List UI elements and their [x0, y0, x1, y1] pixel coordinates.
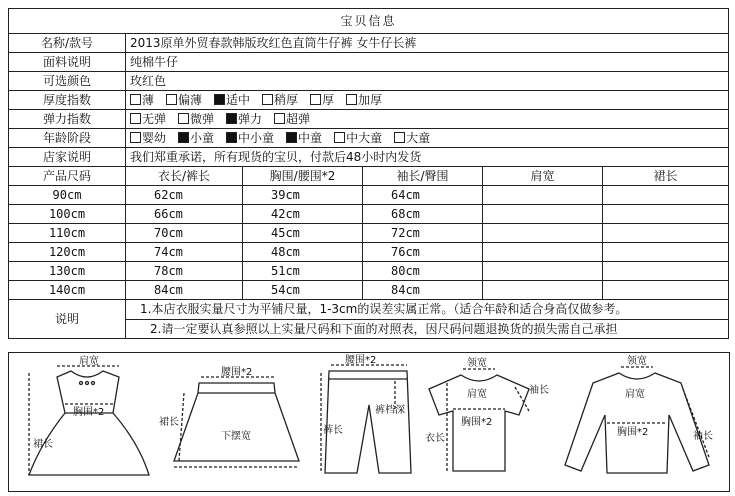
size-cell	[603, 243, 729, 262]
size-header: 产品尺码	[9, 167, 126, 186]
size-cell: 45cm	[243, 224, 363, 243]
size-cell: 84cm	[363, 281, 483, 300]
label-color: 可选颜色	[9, 72, 126, 91]
measurement-diagram	[8, 352, 730, 492]
elasticity-option-label: 弹力	[238, 112, 263, 126]
thickness-option-label: 稍厚	[274, 93, 299, 107]
skirt-waist-label: 腰围*2	[221, 367, 253, 378]
notes-row-1	[9, 300, 729, 320]
unchecked-box-icon	[394, 132, 405, 143]
unchecked-box-icon	[274, 113, 285, 124]
size-cell: 74cm	[126, 243, 243, 262]
garment-sketches	[9, 353, 729, 491]
age-option-label: 婴幼	[142, 131, 167, 145]
row-name	[9, 34, 729, 53]
size-header-row	[9, 167, 729, 186]
size-cell: 62cm	[126, 186, 243, 205]
unchecked-box-icon	[130, 113, 141, 124]
age-option-label: 小童	[190, 131, 215, 145]
size-cell	[603, 281, 729, 300]
pants-length-label: 裤长	[323, 425, 343, 436]
size-row	[9, 224, 729, 243]
size-cell: 90cm	[9, 186, 126, 205]
tshirt-chest-label: 胸围*2	[461, 417, 493, 428]
size-cell: 78cm	[126, 262, 243, 281]
label-shop: 店家说明	[9, 148, 126, 167]
age-option	[178, 131, 214, 145]
tshirt-shoulder-label: 肩宽	[467, 389, 487, 400]
thickness-option-label: 厚	[322, 93, 335, 107]
longsleeve-chest-label: 胸围*2	[617, 427, 649, 438]
product-info-sheet	[8, 8, 728, 339]
size-row	[9, 205, 729, 224]
value-name: 2013原单外贸春款韩版玫红色直筒牛仔裤 女牛仔长裤	[126, 34, 729, 53]
size-cell: 100cm	[9, 205, 126, 224]
age-option-label: 中大童	[346, 131, 383, 145]
table-title: 宝贝信息	[9, 9, 729, 34]
size-cell	[603, 262, 729, 281]
row-shop	[9, 148, 729, 167]
size-cell: 48cm	[243, 243, 363, 262]
value-shop: 我们郑重承诺，所有现货的宝贝，付款后48小时内发货	[126, 148, 729, 167]
size-cell: 72cm	[363, 224, 483, 243]
unchecked-box-icon	[130, 94, 141, 105]
size-cell: 140cm	[9, 281, 126, 300]
size-cell: 80cm	[363, 262, 483, 281]
size-cell	[483, 262, 603, 281]
value-color: 玫红色	[126, 72, 729, 91]
size-row	[9, 186, 729, 205]
elasticity-option	[130, 112, 166, 126]
size-header: 肩宽	[483, 167, 603, 186]
dress-chest-label: 胸围*2	[73, 407, 105, 418]
value-fabric: 纯棉牛仔	[126, 53, 729, 72]
size-cell: 70cm	[126, 224, 243, 243]
size-cell	[483, 243, 603, 262]
skirt-sketch	[174, 377, 299, 467]
size-cell: 76cm	[363, 243, 483, 262]
size-cell	[603, 186, 729, 205]
age-option	[286, 131, 322, 145]
unchecked-box-icon	[166, 94, 177, 105]
label-name: 名称/款号	[9, 34, 126, 53]
size-header: 袖长/臀围	[363, 167, 483, 186]
unchecked-box-icon	[262, 94, 273, 105]
thickness-option	[214, 93, 250, 107]
age-option	[130, 131, 166, 145]
age-options	[126, 129, 729, 148]
row-age	[9, 129, 729, 148]
size-row	[9, 262, 729, 281]
size-cell	[483, 224, 603, 243]
label-age: 年龄阶段	[9, 129, 126, 148]
size-cell: 64cm	[363, 186, 483, 205]
longsleeve-shoulder-label: 肩宽	[625, 389, 645, 400]
thickness-option	[310, 93, 334, 107]
age-option-label: 中童	[298, 131, 323, 145]
size-cell: 51cm	[243, 262, 363, 281]
unchecked-box-icon	[130, 132, 141, 143]
elasticity-option	[274, 112, 310, 126]
checked-box-icon	[226, 113, 237, 124]
pants-rise-label: 裤档深	[375, 405, 405, 416]
size-cell: 110cm	[9, 224, 126, 243]
size-cell	[603, 205, 729, 224]
checked-box-icon	[178, 132, 189, 143]
label-fabric: 面料说明	[9, 53, 126, 72]
notes-label: 说明	[9, 300, 126, 339]
size-cell: 68cm	[363, 205, 483, 224]
checked-box-icon	[286, 132, 297, 143]
label-elasticity: 弹力指数	[9, 110, 126, 129]
thickness-option-label: 加厚	[358, 93, 383, 107]
notes-line-1: 1.本店衣服实量尺寸为平铺尺量，1-3cm的误差实属正常。（适合年龄和适合身高仅做参考。	[126, 300, 729, 320]
dress-skirt-label: 裙长	[33, 439, 53, 450]
size-cell: 66cm	[126, 205, 243, 224]
checked-box-icon	[226, 132, 237, 143]
skirt-length-label: 裙长	[159, 417, 179, 428]
dress-shoulder-label: 肩宽	[79, 356, 99, 367]
thickness-option	[130, 93, 154, 107]
age-option-label: 大童	[406, 131, 431, 145]
longsleeve-sketch	[565, 367, 709, 473]
size-cell: 130cm	[9, 262, 126, 281]
tshirt-length-label: 衣长	[425, 433, 445, 444]
size-header: 胸围/腰围*2	[243, 167, 363, 186]
pants-waist-label: 腰围*2	[345, 355, 377, 366]
age-option	[226, 131, 274, 145]
dress-sketch	[29, 366, 149, 475]
longsleeve-sleeve-label: 袖长	[693, 431, 713, 442]
size-header: 衣长/裤长	[126, 167, 243, 186]
checked-box-icon	[214, 94, 225, 105]
unchecked-box-icon	[346, 94, 357, 105]
size-table-body	[9, 186, 729, 300]
age-option-label: 中小童	[238, 131, 275, 145]
size-row	[9, 243, 729, 262]
elasticity-options	[126, 110, 729, 129]
unchecked-box-icon	[334, 132, 345, 143]
row-fabric	[9, 53, 729, 72]
size-cell: 42cm	[243, 205, 363, 224]
size-cell	[603, 224, 729, 243]
size-cell: 120cm	[9, 243, 126, 262]
pants-sketch	[321, 365, 411, 473]
elasticity-option	[178, 112, 214, 126]
thickness-options	[126, 91, 729, 110]
thickness-option	[166, 93, 202, 107]
skirt-hem-label: 下摆宽	[221, 431, 251, 442]
row-elasticity	[9, 110, 729, 129]
thickness-option-label: 薄	[142, 93, 155, 107]
elasticity-option-label: 超弹	[286, 112, 311, 126]
thickness-option-label: 偏薄	[178, 93, 203, 107]
thickness-option	[262, 93, 298, 107]
unchecked-box-icon	[178, 113, 189, 124]
row-color	[9, 72, 729, 91]
size-header: 裙长	[603, 167, 729, 186]
size-cell	[483, 205, 603, 224]
age-option	[334, 131, 382, 145]
size-row	[9, 281, 729, 300]
row-thickness	[9, 91, 729, 110]
thickness-option	[346, 93, 382, 107]
product-info-table	[8, 8, 729, 339]
elasticity-option	[226, 112, 262, 126]
elasticity-option-label: 微弹	[190, 112, 215, 126]
notes-line-2: 2.请一定要认真参照以上实量尺码和下面的对照表，因尺码问题退换货的损失需自己承担	[126, 319, 729, 339]
size-cell: 54cm	[243, 281, 363, 300]
size-cell: 39cm	[243, 186, 363, 205]
age-option	[394, 131, 430, 145]
tshirt-sleeve-label: 袖长	[529, 385, 549, 396]
unchecked-box-icon	[310, 94, 321, 105]
longsleeve-collar-label: 领宽	[627, 356, 647, 367]
tshirt-collar-label: 领宽	[467, 358, 487, 369]
size-cell: 84cm	[126, 281, 243, 300]
size-cell	[483, 186, 603, 205]
thickness-option-label: 适中	[226, 93, 251, 107]
label-thickness: 厚度指数	[9, 91, 126, 110]
size-cell	[483, 281, 603, 300]
elasticity-option-label: 无弹	[142, 112, 167, 126]
